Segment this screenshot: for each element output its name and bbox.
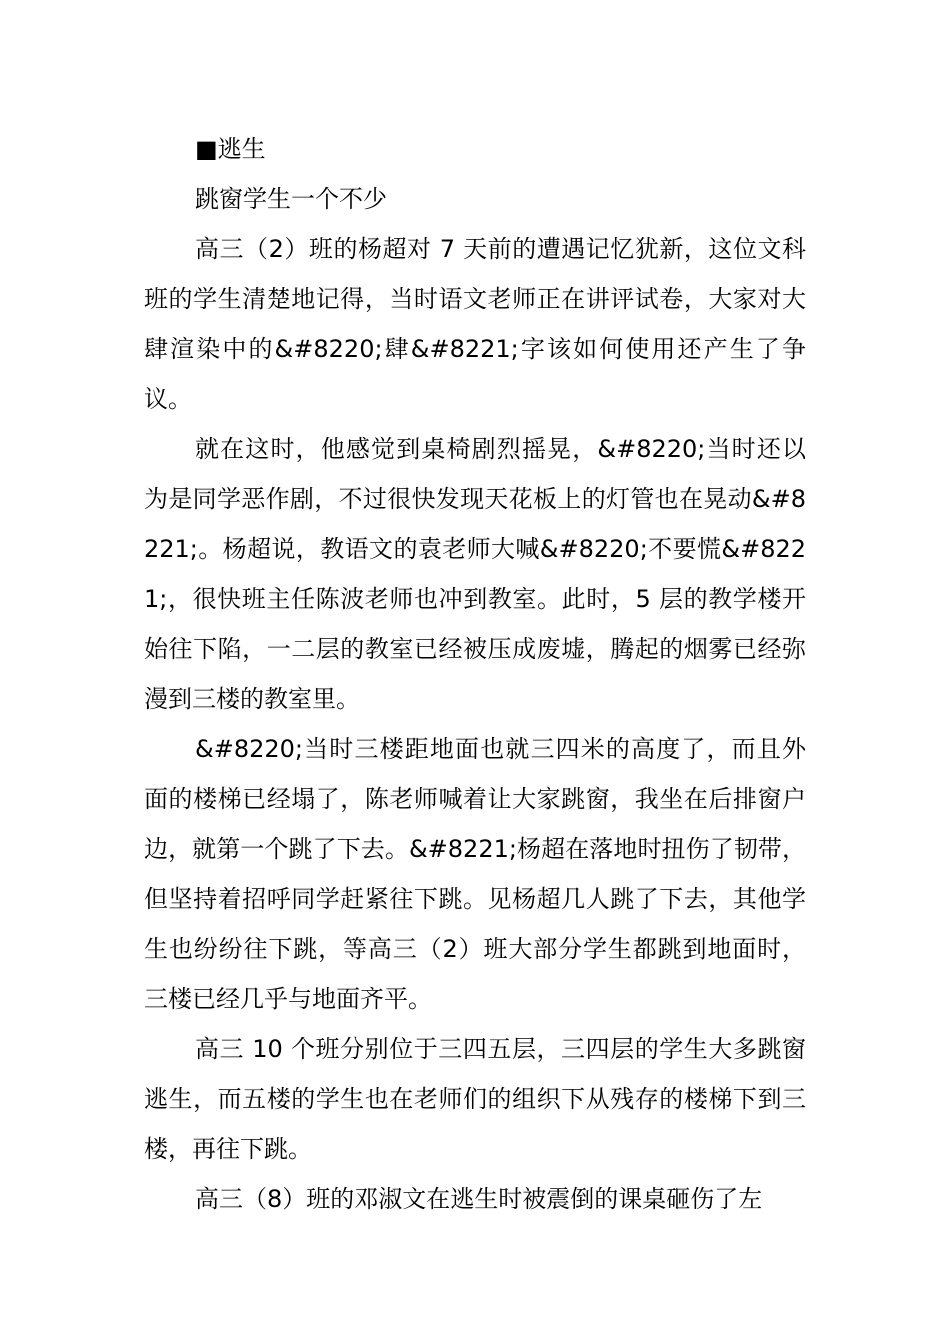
paragraph-4: 高三 10 个班分别位于三四五层，三四层的学生大多跳窗逃生，而五楼的学生也在老师们的组织下从残存的楼梯下到三楼，再往下跳。 [144,1035,806,1163]
paragraph-2: 就在这时，他感觉到桌椅剧烈摇晃，&#8220;当时还以为是同学恶作剧，不过很快发现天花板上的灯管也在晃动&#8221;。杨超说，教语文的袁老师大喊&#8220;不要慌&#8221;，很快班主任陈波老师也冲到教室。此时，5 层的教学楼开始往下陷，一二层的教室已经被压成废墟，腾起的烟雾已经弥漫到三楼的教室里。 [144,435,806,713]
article-body [144,124,806,1224]
paragraph-1: 高三（2）班的杨超对 7 天前的遭遇记忆犹新，这位文科班的学生清楚地记得，当时语文老师正在讲评试卷，大家对大肆渲染中的&#8220;肆&#8221;字该如何使用还产生了争议。 [144,235,806,413]
paragraph-5: 高三（8）班的邓淑文在逃生时被震倒的课桌砸伤了左 [195,1185,763,1213]
section-heading: ■逃生 [195,135,266,163]
paragraph-3: &#8220;当时三楼距地面也就三四米的高度了，而且外面的楼梯已经塌了，陈老师喊着让大家跳窗，我坐在后排窗户边，就第一个跳了下去。&#8221;杨超在落地时扭伤了韧带，但坚持着招呼同学赶紧往下跳。见杨超几人跳了下去，其他学生也纷纷往下跳，等高三（2）班大部分学生都跳到地面时，三楼已经几乎与地面齐平。 [144,735,806,1013]
subheading: 跳窗学生一个不少 [195,185,387,213]
